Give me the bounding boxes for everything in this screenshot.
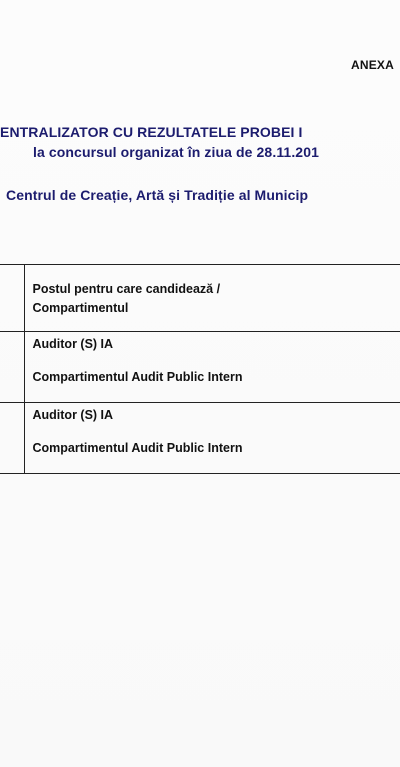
header-cell-number bbox=[0, 265, 24, 332]
header-post-line-1: Postul pentru care candidează / bbox=[32, 282, 221, 296]
table-row bbox=[0, 403, 400, 474]
row-post-cell bbox=[24, 332, 400, 403]
document-title-line-2: la concursul organizat în ziua de 28.11.201 bbox=[33, 144, 319, 160]
document-title-line-3: Centrul de Creație, Artă și Tradiție al Municip bbox=[6, 187, 309, 203]
document-title-line-1: ENTRALIZATOR CU REZULTATELE PROBEI I bbox=[0, 124, 303, 140]
row-number-cell bbox=[0, 332, 24, 403]
header-post-line-2: Compartimentul bbox=[32, 301, 129, 315]
row-number-cell bbox=[0, 403, 24, 474]
header-cell-post bbox=[24, 265, 400, 332]
results-table bbox=[0, 264, 400, 474]
annex-label: ANEXA bbox=[351, 58, 395, 72]
post-title: Auditor (S) IA bbox=[32, 337, 114, 351]
table-header-row bbox=[0, 265, 400, 332]
department-name: Compartimentul Audit Public Intern bbox=[32, 370, 243, 384]
post-title: Auditor (S) IA bbox=[32, 408, 114, 422]
department-name: Compartimentul Audit Public Intern bbox=[32, 441, 243, 455]
row-post-cell bbox=[24, 403, 400, 474]
table-row bbox=[0, 332, 400, 403]
